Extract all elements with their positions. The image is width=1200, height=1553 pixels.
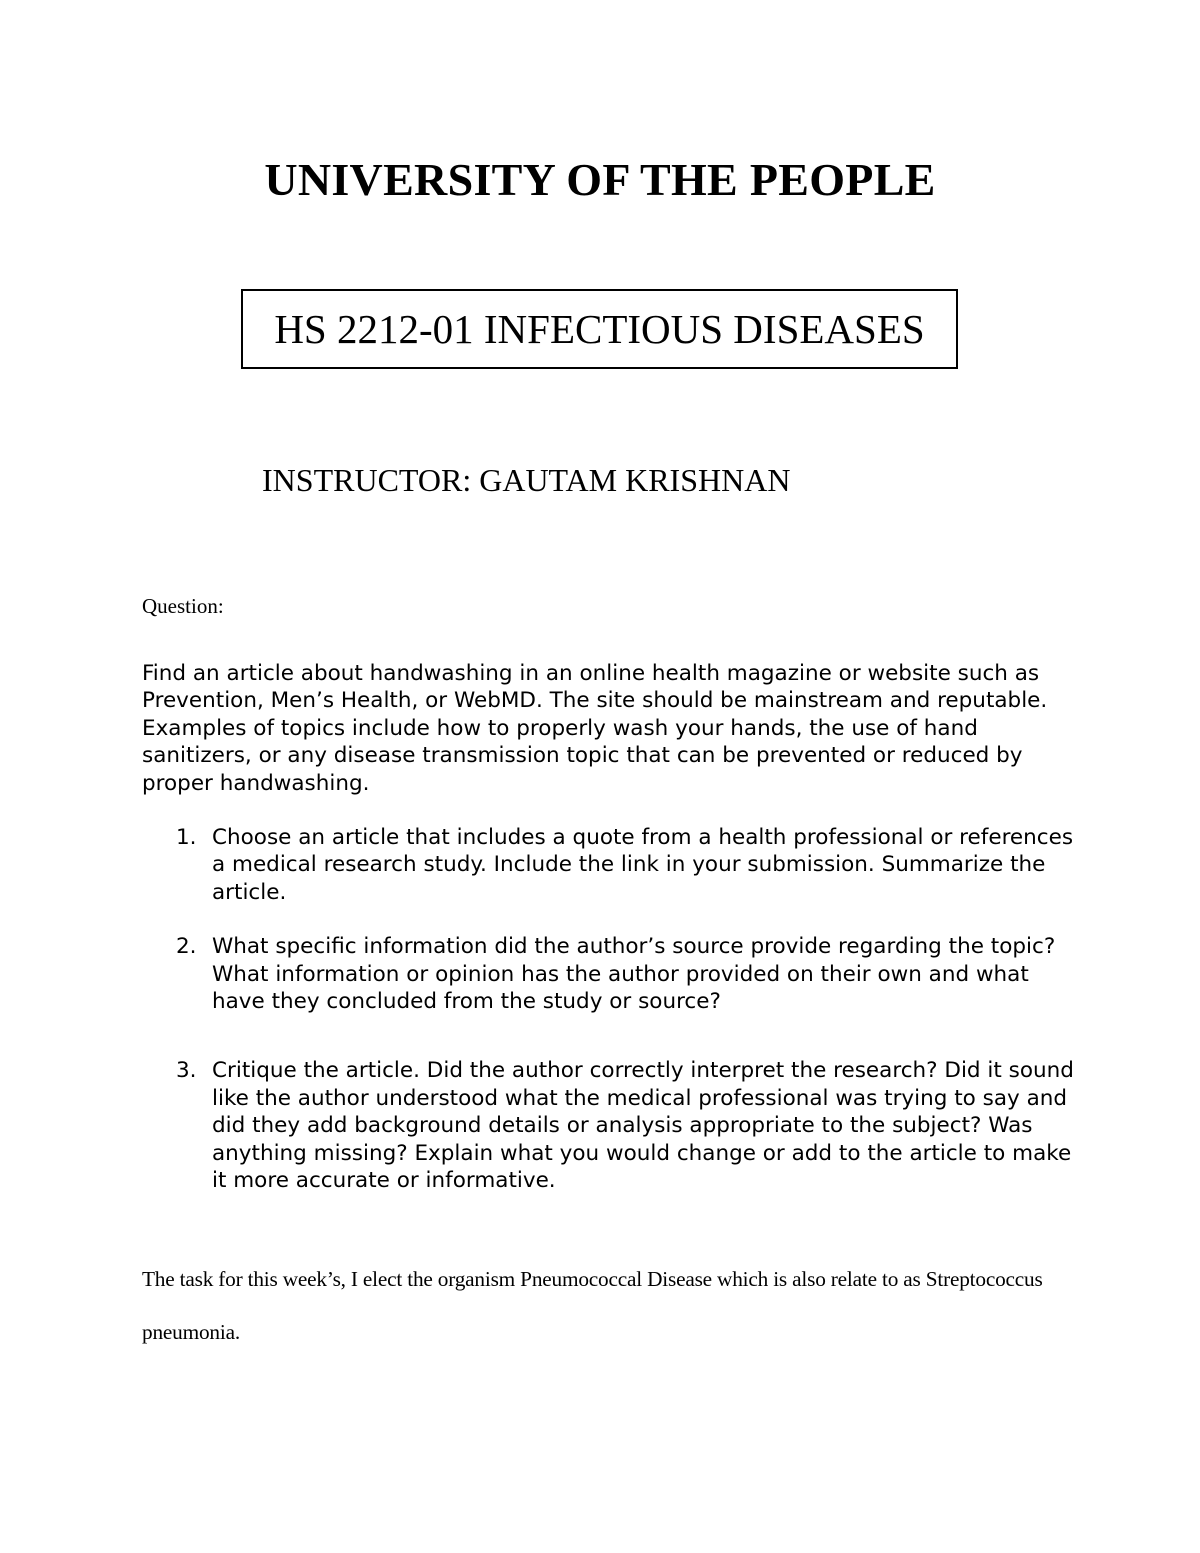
list-item	[142, 824, 1082, 906]
course-title-box	[241, 289, 958, 369]
list-item-text: Critique the article. Did the author correctly interpret the research? Did it sound like the author understood what the medical professional was trying to say and did they add background details or analysis appropriate to the subject? Was anything missing? Explain what you would change or add to the article to make it more accurate or informative.	[212, 1058, 1074, 1194]
list-item	[142, 933, 1082, 1015]
answer-paragraph: The task for this week’s, I elect the organism Pneumococcal Disease which is also relate to as Streptococcus pneumonia.	[142, 1267, 1043, 1344]
list-item-text: What specific information did the author’s source provide regarding the topic? What information or opinion has the author provided on their own and what have they concluded from the study or source?	[212, 934, 1056, 1015]
university-title: UNIVERSITY OF THE PEOPLE	[264, 154, 936, 205]
task-list	[142, 824, 1082, 1194]
list-item-number: 2.	[176, 934, 197, 960]
instructor-name: INSTRUCTOR: GAUTAM KRISHNAN	[262, 462, 791, 498]
list-item-number: 3.	[176, 1058, 197, 1084]
question-label: Question:	[142, 594, 224, 618]
list-item	[142, 1057, 1082, 1194]
list-item-text: Choose an article that includes a quote from a health professional or references a medical research study. Include the link in your submission. Summarize the article.	[212, 825, 1074, 905]
question-intro: Find an article about handwashing in an online health magazine or website such as Prevention, Men’s Health, or WebMD. The site should be mainstream and reputable. Examples of topics include how to properly wash your hands, the use of hand sanitizers, or any disease transmission topic that can be prevented or reduced by proper handwashing.	[142, 661, 1048, 796]
list-item-number: 1.	[176, 825, 197, 850]
course-title: HS 2212-01 INFECTIOUS DISEASES	[274, 306, 925, 352]
